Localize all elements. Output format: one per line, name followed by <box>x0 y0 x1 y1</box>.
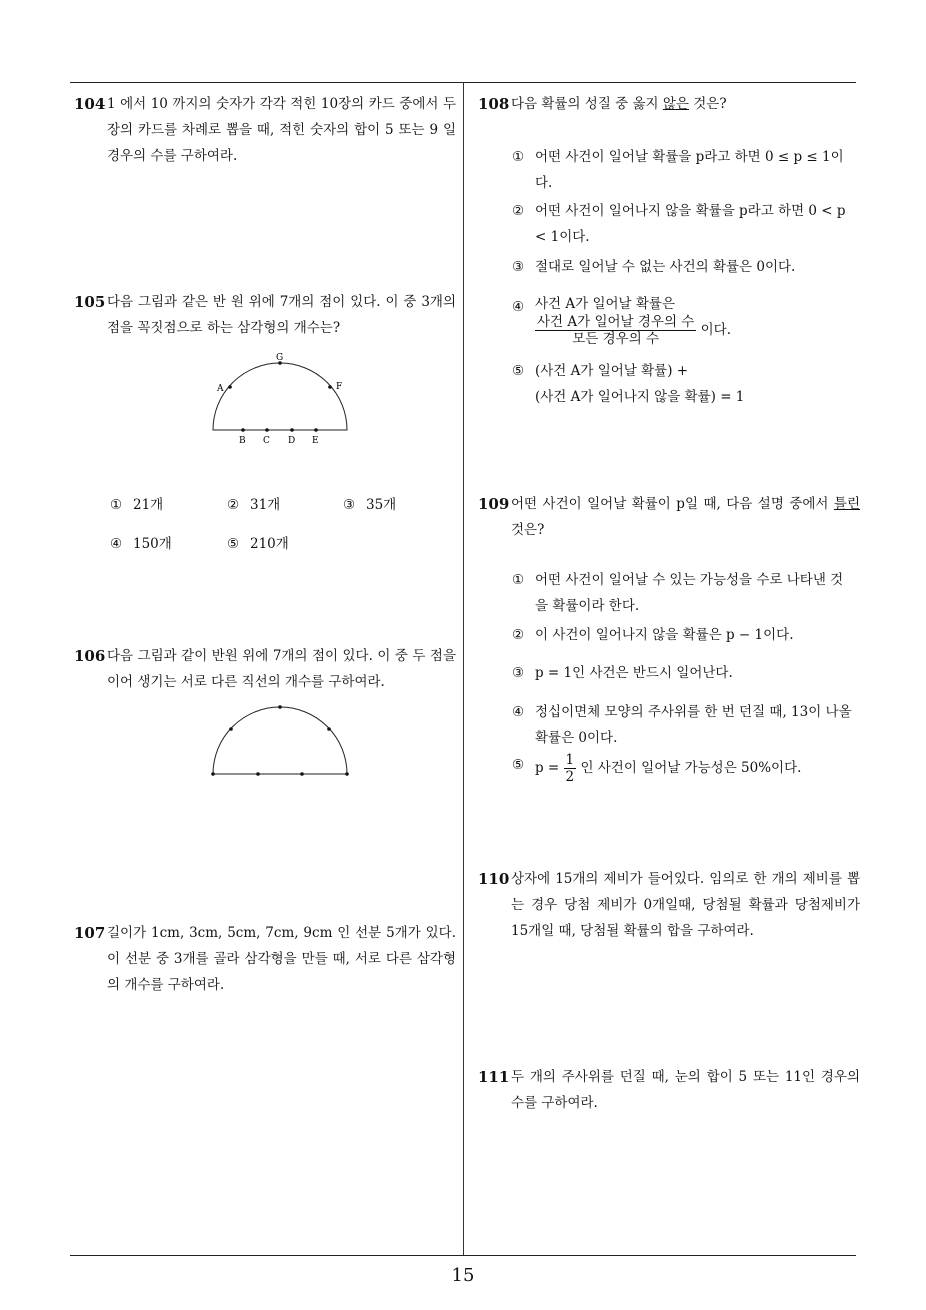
choice-109-3: ③ p = 1인 사건은 반드시 일어난다. <box>512 665 733 681</box>
choice-105-4: ④ 150개 <box>110 536 172 552</box>
problem-109 <box>478 491 860 543</box>
point-label-f: F <box>336 382 343 392</box>
choice-109-5: ⑤ p = $\frac{1}{2}$ 인 사건이 일어날 가능성은 50%이다. <box>512 752 802 785</box>
bottom-rule <box>70 1255 856 1256</box>
column-divider <box>463 82 464 1256</box>
problem-text: 길이가 1cm, 3cm, 5cm, 7cm, 9cm 인 선분 5개가 있다. 이 선분 중 3개를 골라 삼각형을 만들 때, 서로 다른 삼각형의 개수를 구하여라. <box>107 925 456 993</box>
problem-text: 다음 그림과 같이 반원 위에 7개의 점이 있다. 이 중 두 점을 이어 생기는 서로 다른 직선의 개수를 구하여라. <box>107 648 456 690</box>
point-label-b: B <box>239 436 246 446</box>
choice-108-3: ③ 절대로 일어날 수 없는 사건의 확률은 0이다. <box>512 259 796 275</box>
problem-number: 104 <box>74 95 106 113</box>
problem-104 <box>74 91 456 169</box>
choice-109-4: ④ 정십이면체 모양의 주사위를 한 번 던질 때, 13이 나올 확률은 0이다. <box>512 704 852 746</box>
fraction: $\frac{1}{2}$ <box>565 752 575 785</box>
point-label-e: E <box>312 436 319 446</box>
problem-108 <box>478 91 860 117</box>
problem-number: 105 <box>74 293 106 311</box>
choice-105-2: ② 31개 <box>227 497 281 513</box>
choice-109-1: ① 어떤 사건이 일어날 수 있는 가능성을 수로 나타낸 것을 확률이라 한다. <box>512 572 844 614</box>
problem-110 <box>478 866 860 944</box>
semicircle-figure-105 <box>205 350 355 450</box>
problem-number: 107 <box>74 924 106 942</box>
problem-text: 상자에 15개의 제비가 들어있다. 임의로 한 개의 제비를 뽑는 경우 당첨 제비가 0개일때, 당첨될 확률과 당첨제비가 15개일 때, 당첨될 확률의 합을 구하여라. <box>511 871 860 939</box>
problem-text: 다음 그림과 같은 반 원 위에 7개의 점이 있다. 이 중 3개의 점을 꼭짓점으로 하는 삼각형의 개수는? <box>107 294 456 336</box>
choice-108-4: ④ 사건 A가 일어날 확률은 $\frac{\text{사건 A가 일어날 경우의 수}}{\text{모든 경우의 수}}$ 이다. <box>512 296 731 347</box>
semicircle-figure-106 <box>205 700 355 780</box>
point-label-g: G <box>276 353 284 363</box>
choice-108-1: ① 어떤 사건이 일어날 확률을 p라고 하면 0 ≤ p ≤ 1이다. <box>512 149 844 191</box>
point-label-d: D <box>288 436 296 446</box>
choice-109-2: ② 이 사건이 일어나지 않을 확률은 p − 1이다. <box>512 627 794 643</box>
problem-106 <box>74 643 456 695</box>
choice-105-1: ① 21개 <box>110 497 164 513</box>
choice-108-2: ② 어떤 사건이 일어나지 않을 확률을 p라고 하면 0 < p < 1이다. <box>512 203 846 245</box>
underlined-keyword: 틀린 <box>833 496 860 512</box>
problem-number: 106 <box>74 647 106 665</box>
choice-105-3: ③ 35개 <box>343 497 397 513</box>
problem-number: 111 <box>478 1068 510 1086</box>
choice-105-5: ⑤ 210개 <box>227 536 289 552</box>
problem-text: 다음 확률의 성질 중 옳지 않은 것은? <box>511 96 727 112</box>
problem-text: 어떤 사건이 일어날 확률이 p일 때, 다음 설명 중에서 틀린 것은? <box>511 496 860 538</box>
problem-text: 두 개의 주사위를 던질 때, 눈의 합이 5 또는 11인 경우의 수를 구하여라. <box>511 1069 860 1111</box>
problem-number: 110 <box>478 870 510 888</box>
problem-105 <box>74 289 456 341</box>
fraction: $\frac{\text{사건 A가 일어날 경우의 수}}{\text{모든 경우의 수}}$ <box>537 314 695 347</box>
problem-number: 109 <box>478 495 510 513</box>
page-number: 15 <box>451 1265 475 1286</box>
problem-107 <box>74 920 456 998</box>
problem-111 <box>478 1064 860 1116</box>
problem-text: 1 에서 10 까지의 숫자가 각각 적힌 10장의 카드 중에서 두 장의 카드를 차례로 뽑을 때, 적힌 숫자의 합이 5 또는 9 일 경우의 수를 구하여라. <box>107 96 456 164</box>
underlined-keyword: 않은 <box>662 96 689 112</box>
problem-number: 108 <box>478 95 510 113</box>
choice-108-5: ⑤ (사건 A가 일어날 확률) + (사건 A가 일어나지 않을 확률) = 1 <box>512 363 745 405</box>
point-label-c: C <box>263 436 270 446</box>
point-label-a: A <box>217 384 224 394</box>
